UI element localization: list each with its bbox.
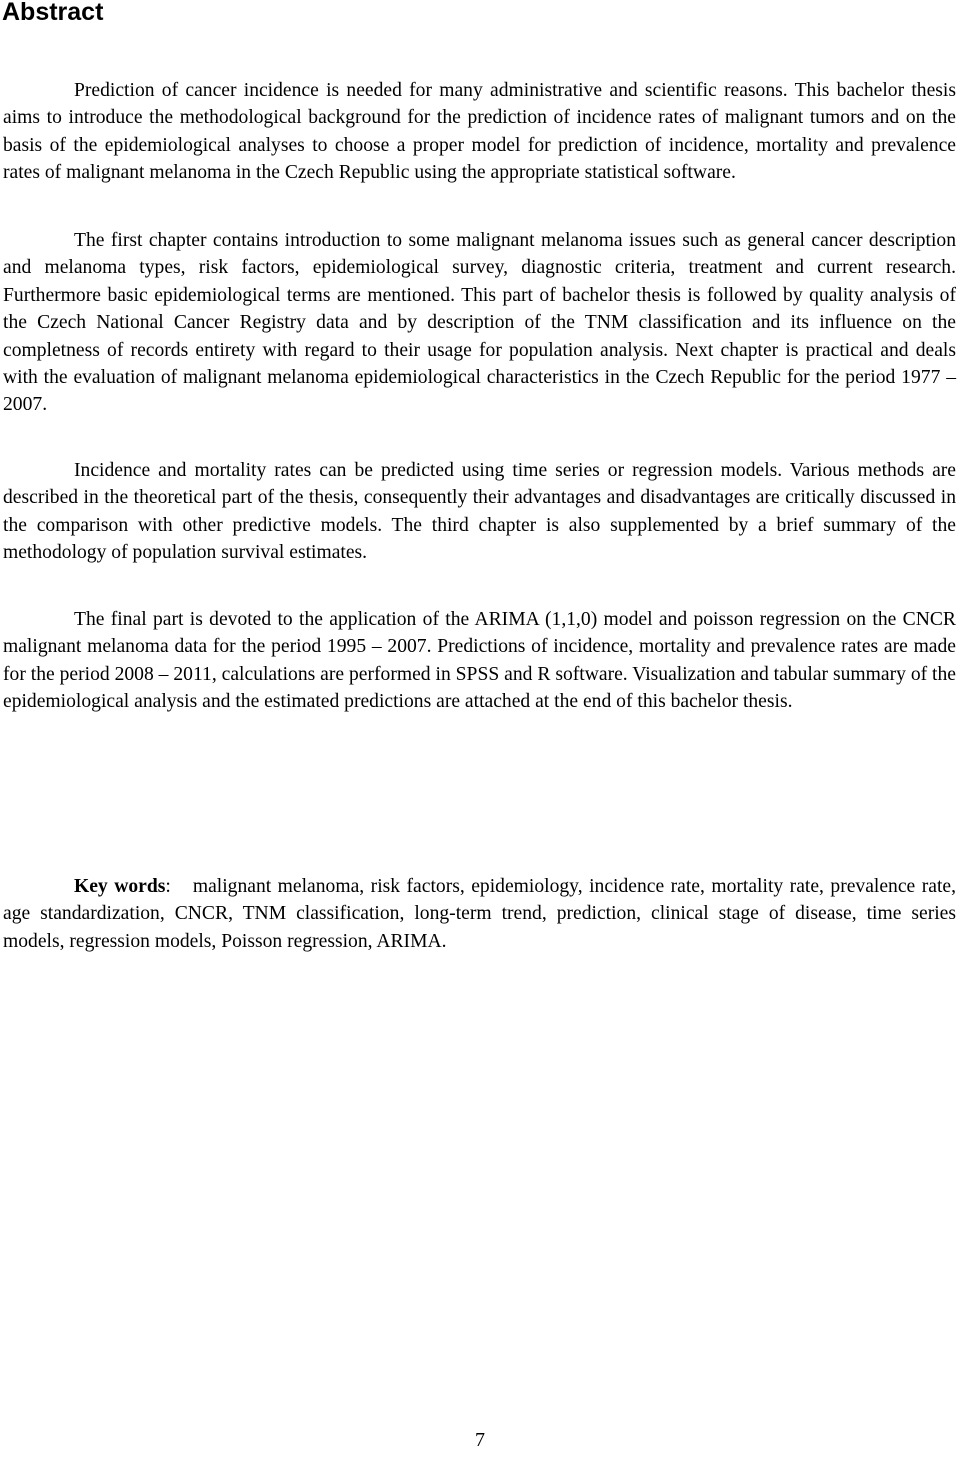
keywords-separator: : (165, 876, 171, 897)
abstract-paragraph-1: Prediction of cancer incidence is needed for many administrative and scientific reasons. This bachelor thesis aims to introduce the methodological background for the prediction of incidence rates of malignant tumors and on the basis of the epidemiological analyses to choose a proper model for prediction of incidence, mortality and prevalence rates of malignant melanoma in the Czech Republic using the appropriate statistical software. (3, 80, 956, 184)
abstract-paragraph-2: The first chapter contains introduction to some malignant melanoma issues such as general cancer description and melanoma types, risk factors, epidemiological survey, diagnostic criteria, treatment and current research. Furthermore basic epidemiological terms are mentioned. This part of bachelor thesis is followed by quality analysis of the Czech National Cancer Registry data and by description of the TNM classification and its influence on the completness of records entirety with regard to their usage for population analysis. Next chapter is practical and deals with the evaluation of malignant melanoma epidemiological characteristics in the Czech Republic for the period 1977 – 2007. (3, 230, 956, 416)
page-title: Abstract (2, 0, 104, 26)
abstract-paragraph-4: The final part is devoted to the application of the ARIMA (1,1,0) model and poisson regression on the CNCR malignant melanoma data for the period 1995 – 2007. Predictions of incidence, mortality and prevalence rates are made for the period 2008 – 2011, calculations are performed in SPSS and R software. Visualization and tabular summary of the epidemiological analysis and the estimated predictions are attached at the end of this bachelor thesis. (3, 609, 956, 713)
abstract-paragraph-3: Incidence and mortality rates can be predicted using time series or regression models. Various methods are described in the theoretical part of the thesis, consequently their advantages and disadvantages are critically discussed in the comparison with other predictive models. The third chapter is also supplemented by a brief summary of the methodology of population survival estimates. (3, 460, 956, 564)
page-number: 7 (475, 1429, 485, 1451)
keywords-paragraph (3, 873, 956, 955)
keywords-text: malignant melanoma, risk factors, epidemiology, incidence rate, mortality rate, prevalence rate, age standardization, CNCR, TNM classification, long-term trend, prediction, clinical stage of disease, time series models, regression models, Poisson regression, ARIMA. (3, 876, 956, 952)
keywords-label: Key words (74, 876, 166, 897)
